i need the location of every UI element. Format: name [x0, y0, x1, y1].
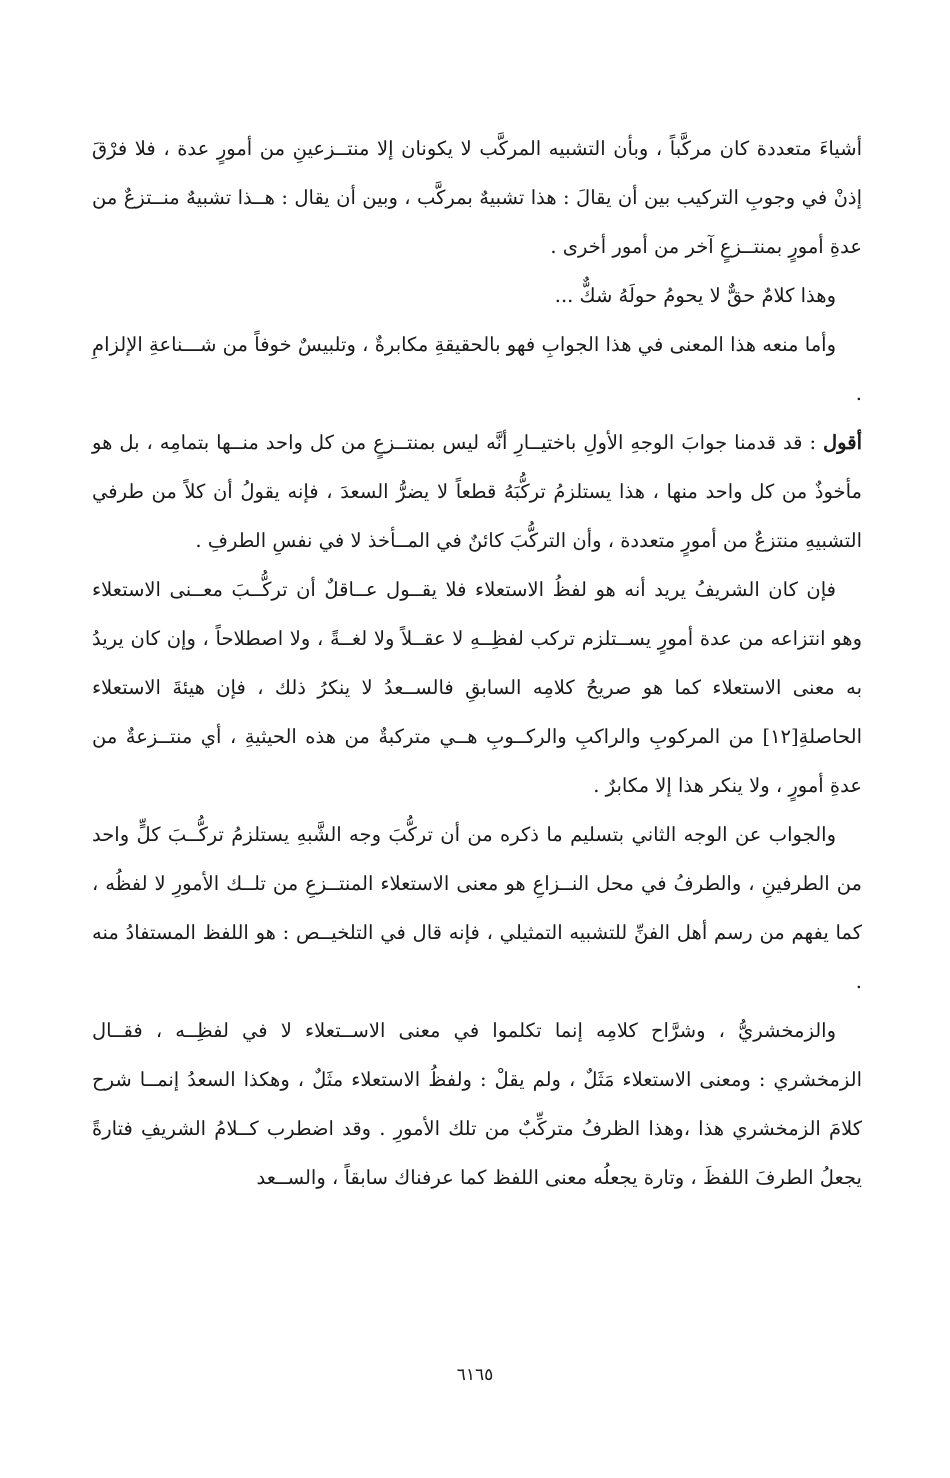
- paragraph-4-lead-word: أقول: [823, 431, 862, 454]
- paragraph-5-text: فإن كان الشريفُ يريد أنه هو لفظُ الاستعلاء فلا يقــول عــاقلٌ أن تركُّــبَ معــنى الاستعلاء وهو انتزاعه من عدة أمورٍ يســتلزم تركب لفظِــهِ لا عقــلاً ولا لغــةً ، ولا اصطلاحاً ، وإن كان يريدُ به معنى الاستعلاء كما هو صريحُ كلامِه السابقِ فالســعدُ لا ينكرُ ذلك ، فإن هيئةَ الاستعلاء الحاصلةِ[١٢] من المركوبِ والراكبِ والركــوبِ هــي متركبةٌ من هذه الحيثيةِ ، أي منتــزعةٌ من عدةِ أمورٍ ، ولا ينكر هذا إلا مكابرٌ .: [92, 578, 862, 797]
- paragraph-4: [92, 418, 862, 565]
- paragraph-6-text: والجواب عن الوجه الثاني بتسليم ما ذكره من أن تركُّبَ وجه الشَّبهِ يستلزمُ تركُّــبَ كلٍّ واحد من الطرفينِ ، والطرفُ في محل النــزاعِ هو معنى الاستعلاء المنتــزعِ من تلــك الأمورِ لا لفظُه ، كما يفهم من رسم أهل الفنِّ للتشبيه التمثيلي ، فإنه قال في التلخيــص : هو اللفظ المستفادُ منه .: [92, 823, 862, 993]
- paragraph-2: [92, 271, 862, 320]
- paragraph-3-text: وأما منعه هذا المعنى في هذا الجوابِ فهو بالحقيقةِ مكابرةٌ ، وتلبيسٌ خوفاً من شـــناعةِ الإلزامِ .: [92, 333, 862, 405]
- page-number: ٦١٦٥: [456, 1365, 494, 1385]
- paragraph-4-text: : قد قدمنا جوابَ الوجهِ الأولِ باختيــارِ أنَّه ليس بمنتــزعٍ من كل واحد منــها بتمامِه ، بل هو مأخوذٌ من كل واحد منها ، هذا يستلزمُ تركُّبَهُ قطعاً لا يضرُّ السعدَ ، فإنه يقولُ أن كلاً من طرفي التشبيهِ منتزعٌ من أمورٍ متعددة ، وأن التركُّبَ كائنٌ في المــأخذ لا في نفسِ الطرفِ .: [92, 431, 862, 552]
- paragraph-5: [92, 565, 862, 810]
- paragraph-7-text: والزمخشريُّ ، وشرَّاح كلامِه إنما تكلموا في معنى الاســتعلاء لا في لفظِــه ، فقــال الزمخشري : ومعنى الاستعلاء مَثَلٌ ، ولم يقلْ : ولفظُ الاستعلاء مثَلٌ ، وهكذا السعدُ إنمــا شرح كلامَ الزمخشري هذا ،وهذا الظرفُ متركِّبٌ من تلك الأمورِ . وقد اضطرب كــلامُ الشريفِ فتارةً يجعلُ الطرفَ اللفظَ ، وتارة يجعلُه معنى اللفظ كما عرفناك سابقاً ، والســعد: [92, 1019, 862, 1189]
- paragraph-1: [92, 124, 862, 271]
- paragraph-6: [92, 810, 862, 1006]
- paragraph-1-text: أشياءَ متعددة كان مركَّباً ، وبأن التشبيه المركَّب لا يكونان إلا منتــزعينِ من أمورٍ عدة ، فلا فرْقَ إذنْ في وجوبِ التركيب بين أن يقالَ : هذا تشبيهٌ بمركَّب ، وبين أن يقال : هــذا تشبيهٌ منــتزعٌ من عدةِ أمورٍ بمنتــزعٍ آخر من أمور أخرى .: [92, 137, 862, 258]
- paragraph-3: [92, 320, 862, 418]
- paragraph-7: [92, 1006, 862, 1202]
- body-text: [92, 124, 862, 1202]
- paragraph-2-text: وهذا كلامٌ حقٌّ لا يحومُ حولَهُ شكٌّ ...: [554, 284, 836, 307]
